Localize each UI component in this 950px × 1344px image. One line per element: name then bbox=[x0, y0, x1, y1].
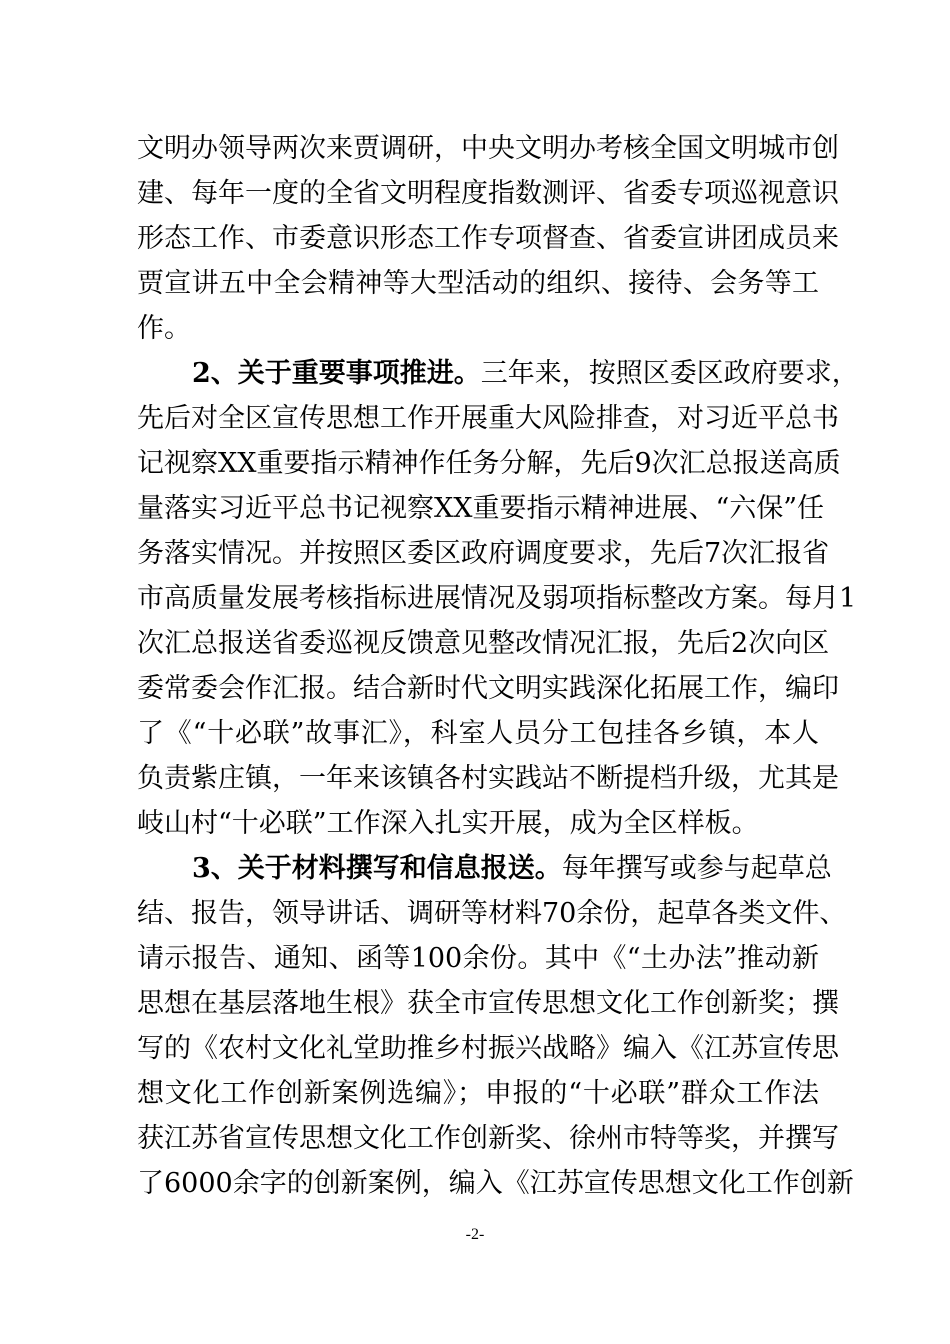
text-line: 贾宣讲五中全会精神等大型活动的组织、接待、会务等工 bbox=[137, 268, 819, 299]
paragraph-2-first-line bbox=[137, 351, 859, 396]
text-line: 文明办领导两次来贾调研，中央文明办考核全国文明城市创 bbox=[137, 133, 839, 164]
text-line: 了《“十必联”故事汇》，科室人员分工包挂各乡镇，本人 bbox=[137, 718, 819, 749]
text-line: 思想在基层落地生根》获全市宣传思想文化工作创新奖；撰 bbox=[137, 988, 839, 1019]
text-line: 次汇总报送省委巡视反馈意见整改情况汇报，先后2次向区 bbox=[137, 628, 830, 659]
text-line: 形态工作、市委意识形态工作专项督查、省委宣讲团成员来 bbox=[137, 223, 839, 254]
text-line: 想文化工作创新案例选编》；申报的“十必联”群众工作法 bbox=[137, 1078, 819, 1109]
text-line: 了6000余字的创新案例，编入《江苏宣传思想文化工作创新 bbox=[137, 1168, 854, 1199]
text-line: 量落实习近平总书记视察XX重要指示精神进展、“六保”任 bbox=[137, 493, 825, 524]
text-line: 结、报告，领导讲话、调研等材料70余份，起草各类文件、 bbox=[137, 898, 847, 929]
section-heading: 2、关于重要事项推进。 bbox=[192, 358, 481, 389]
text-line: 先后对全区宣传思想工作开展重大风险排查，对习近平总书 bbox=[137, 403, 839, 434]
page-number: -2- bbox=[465, 1226, 485, 1243]
text-line: 建、每年一度的全省文明程度指数测评、省委专项巡视意识 bbox=[137, 178, 839, 209]
text-line: 记视察XX重要指示精神作任务分解，先后9次汇总报送高质 bbox=[137, 448, 841, 479]
text-line: 岐山村“十必联”工作深入扎实开展，成为全区样板。 bbox=[137, 808, 759, 839]
text-line: 务落实情况。并按照区委区政府调度要求，先后7次汇报省 bbox=[137, 538, 830, 569]
text-line: 委常委会作汇报。结合新时代文明实践深化拓展工作，编印 bbox=[137, 673, 839, 704]
text-line: 市高质量发展考核指标进展情况及弱项指标整改方案。每月1 bbox=[137, 583, 857, 614]
text-line: 负责紫庄镇，一年来该镇各村实践站不断提档升级，尤其是 bbox=[137, 763, 839, 794]
paragraph-3-first-line bbox=[137, 846, 832, 891]
text-span: 每年撰写或参与起草总 bbox=[561, 853, 832, 884]
text-span: 三年来，按照区委区政府要求， bbox=[480, 358, 859, 389]
text-line: 作。 bbox=[137, 313, 191, 344]
document-body bbox=[137, 126, 859, 1206]
text-line: 写的《农村文化礼堂助推乡村振兴战略》编入《江苏宣传思 bbox=[137, 1033, 839, 1064]
text-line: 获江苏省宣传思想文化工作创新奖、徐州市特等奖，并撰写 bbox=[137, 1123, 839, 1154]
text-line: 请示报告、通知、函等100余份。其中《“土办法”推动新 bbox=[137, 943, 819, 974]
section-heading: 3、关于材料撰写和信息报送。 bbox=[192, 853, 562, 884]
